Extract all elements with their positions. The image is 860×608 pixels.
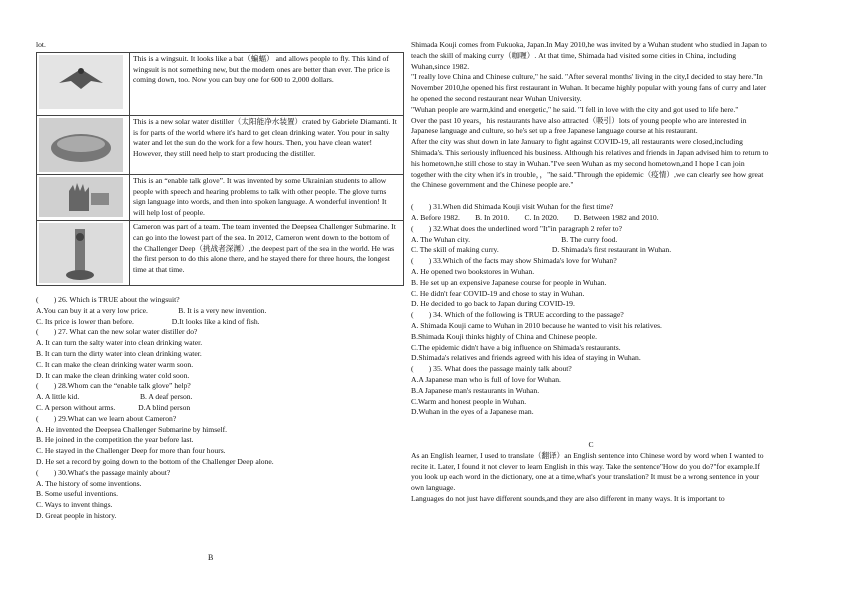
question-line: A. He invented the Deepsea Challenger Submarine by himself. xyxy=(36,424,228,434)
invention-text: Cameron was part of a team. The team invented the Deepsea Challenger Submarine. It can go into the lowest part of the sea. In 2012, Cameron went down to the bottom of the Challenger Deep（挑战者深渊）,the deepest part of the sea in the world. He was the first person to do this alone there, and he stayed there for three hours, the longest time at that time. xyxy=(130,220,404,285)
question-line: ( ) 26. Which is TRUE about the wingsuit? xyxy=(36,294,180,304)
question-line: A. Before 1982. B. In 2010. C. In 2020. D. Between 1982 and 2010. xyxy=(411,212,659,222)
question-line: ( ) 29.What can we learn about Cameron? xyxy=(36,413,177,423)
question-line: A. A little kid. B. A deaf person. xyxy=(36,392,193,402)
invention-text: This is a wingsuit. It looks like a bat（蝙蝠） and allows people to fly. This kind of wingsuit is not something new, but the modem ones are better than ever. The price is coming down, too. Now you can buy one for 600 to 2,000 dollars. xyxy=(130,52,404,115)
question-line: B. He joined in the competition the year before last. xyxy=(36,435,194,445)
question-line: C. Its price is lower than before. D.It looks like a kind of fish. xyxy=(36,316,260,326)
question-line: B. He set up an expensive Japanese course for people in Wuhan. xyxy=(411,277,607,287)
question-line: C. Ways to invent things. xyxy=(36,500,113,510)
question-line: D. Great people in history. xyxy=(36,510,117,520)
question-line: D.Shimada's relatives and friends agreed with his idea of staying in Wuhan. xyxy=(411,353,641,363)
question-line: ( ) 27. What can the new solar water distiller do? xyxy=(36,327,198,337)
invention-text: This is a new solar water distiller（太阳能净水装置）crated by Gabriele Diamanti. It is for parts of the world where it's hard to get clean drinking water. You pour in salty water and let the sun do the work for a few hours. Then, you have clean water! However, they still need help to start producing the distiller. xyxy=(130,115,404,174)
question-line: ( ) 31.When did Shimada Kouji visit Wuhan for the first time? xyxy=(411,202,614,212)
table-row xyxy=(37,174,404,220)
question-line: ( ) 32.What does the underlined word "It"in paragraph 2 refer to? xyxy=(411,223,622,233)
passage-paragraph: "Wuhan people are warm,kind and energetic," he said. "I fell in love with the city and got used to life here." xyxy=(411,104,739,114)
question-line: D. He set a record by going down to the bottom of the Challenger Deep alone. xyxy=(36,456,274,466)
question-line: C.Warm and honest people in Wuhan. xyxy=(411,396,527,406)
table-row xyxy=(37,52,404,115)
question-line: B. It can turn the dirty water into clean drinking water. xyxy=(36,348,202,358)
question-line: C. The skill of making curry. D. Shimada's first restaurant in Wuhan. xyxy=(411,245,672,255)
passage-paragraph: Shimada Kouji comes from Fukuoka, Japan.In May 2010,he was invited by a Wuhan student who studied in Japan to teach the skill of making curry（咖喱）. At that time, Shimada had visited some cities in China, including Wuhan,since 1982. xyxy=(411,40,767,71)
question-line: A. Shimada Kouji came to Wuhan in 2010 because he wanted to visit his relatives. xyxy=(411,320,662,330)
section-c-text xyxy=(411,451,771,505)
right-column xyxy=(411,40,771,505)
question-line: B. Some useful inventions. xyxy=(36,489,119,499)
inventions-table xyxy=(36,52,404,286)
question-line: A.You can buy it at a very low price. B. It is a very new invention. xyxy=(36,305,267,315)
question-line: C. It can make the clean drinking water warm soon. xyxy=(36,359,194,369)
question-line: ( ) 33.Which of the facts may show Shimada's love for Wuhan? xyxy=(411,256,617,266)
question-line: C. A person without arms. D.A blind person xyxy=(36,402,191,412)
distiller-photo xyxy=(39,118,123,172)
question-line: D.Wuhan in the eyes of a Japanese man. xyxy=(411,407,534,417)
question-line: C. He didn't fear COVID-19 and chose to stay in Wuhan. xyxy=(411,288,585,298)
submarine-photo xyxy=(39,223,123,283)
reading-passage xyxy=(411,40,771,191)
question-line: B.A Japanese man's restaurants in Wuhan. xyxy=(411,385,540,395)
passage-paragraph: "I really love China and Chinese culture," he said. "After several months' living in the city,I decided to stay here."In November 2010,he opened his first restaurant in Wuhan. It became highly popular with young fans of curry and later he opened the second restaurant near Wuhan University. xyxy=(411,72,767,103)
question-line: A.A Japanese man who is full of love for Wuhan. xyxy=(411,374,561,384)
passage-paragraph: After the city was shut down in late January to fight against COVID-19, all restaurants were closed,including Shimada's. This seriously influenced his business. Although his relatives and friends in Japan advised him to return to his hometown,he still chose to stay in Wuhan."I've seen Wuhan as my second hometown,and I hope I can join together with the city when it's in trouble，，"he said."Through the epidemic（疫情）,we can clearly see how great the Chinese government and the Chinese people are." xyxy=(411,137,769,190)
wingsuit-photo xyxy=(39,55,123,109)
question-line: C. He stayed in the Challenger Deep for more than four hours. xyxy=(36,446,226,456)
table-row xyxy=(37,115,404,174)
section-label-c: C xyxy=(588,440,594,450)
question-line: D. It can make the clean drinking water cold soon. xyxy=(36,370,190,380)
question-block xyxy=(411,202,771,418)
lead-text: lot. xyxy=(36,40,46,49)
question-line: ( ) 28.Whom can the “enable talk glove” help? xyxy=(36,381,191,391)
glove-photo xyxy=(39,177,123,217)
table-row xyxy=(37,220,404,285)
question-line: ( ) 35. What does the passage mainly talk about? xyxy=(411,364,572,374)
passage-paragraph: Over the past 10 years，his restaurants have also attracted（吸引）lots of young people who are interested in Japanese language and culture, so he's set up a free Japanese language course at his restaurant. xyxy=(411,115,747,136)
passage-paragraph: As an English learner, I used to translate（翻译）an English sentence into Chinese word by word when I wanted to recite it. Later, I found it not clever to learn English in this way. Take the sentence"How do you do?"for example.If you look up each word in the dictionary, one at a time,what's your translation? It must be a wrong sentence in your own language. xyxy=(411,450,764,493)
question-line: ( ) 30.What's the passage mainly about? xyxy=(36,467,171,477)
left-column xyxy=(36,40,404,522)
question-line: ( ) 34. Which of the following is TRUE according to the passage? xyxy=(411,310,624,320)
invention-text: This is an “enable talk glove”. It was invented by some Ukrainian students to allow people with speech and hearing problems to talk with other people. The glove turns sign language into words, and then into spoken language. A wonderful invention! It will help lost of people. xyxy=(130,174,404,220)
question-block xyxy=(36,295,404,522)
section-label-b: B xyxy=(208,553,214,562)
question-line: A. It can turn the salty water into clean drinking water. xyxy=(36,338,203,348)
question-line: C.The epidemic didn't have a big influence on Shimada's restaurants. xyxy=(411,342,621,352)
question-line: A. The history of some inventions. xyxy=(36,478,142,488)
question-line: A. He opened two bookstores in Wuhan. xyxy=(411,266,535,276)
question-line: A. The Wuhan city. B. The curry food. xyxy=(411,234,618,244)
question-line: D. He decided to go back to Japan during COVID-19. xyxy=(411,299,575,309)
question-line: B.Shimada Kouji thinks highly of China and Chinese people. xyxy=(411,331,598,341)
passage-paragraph: Languages do not just have different sounds,and they are also different in many ways. It is important to xyxy=(411,494,725,504)
